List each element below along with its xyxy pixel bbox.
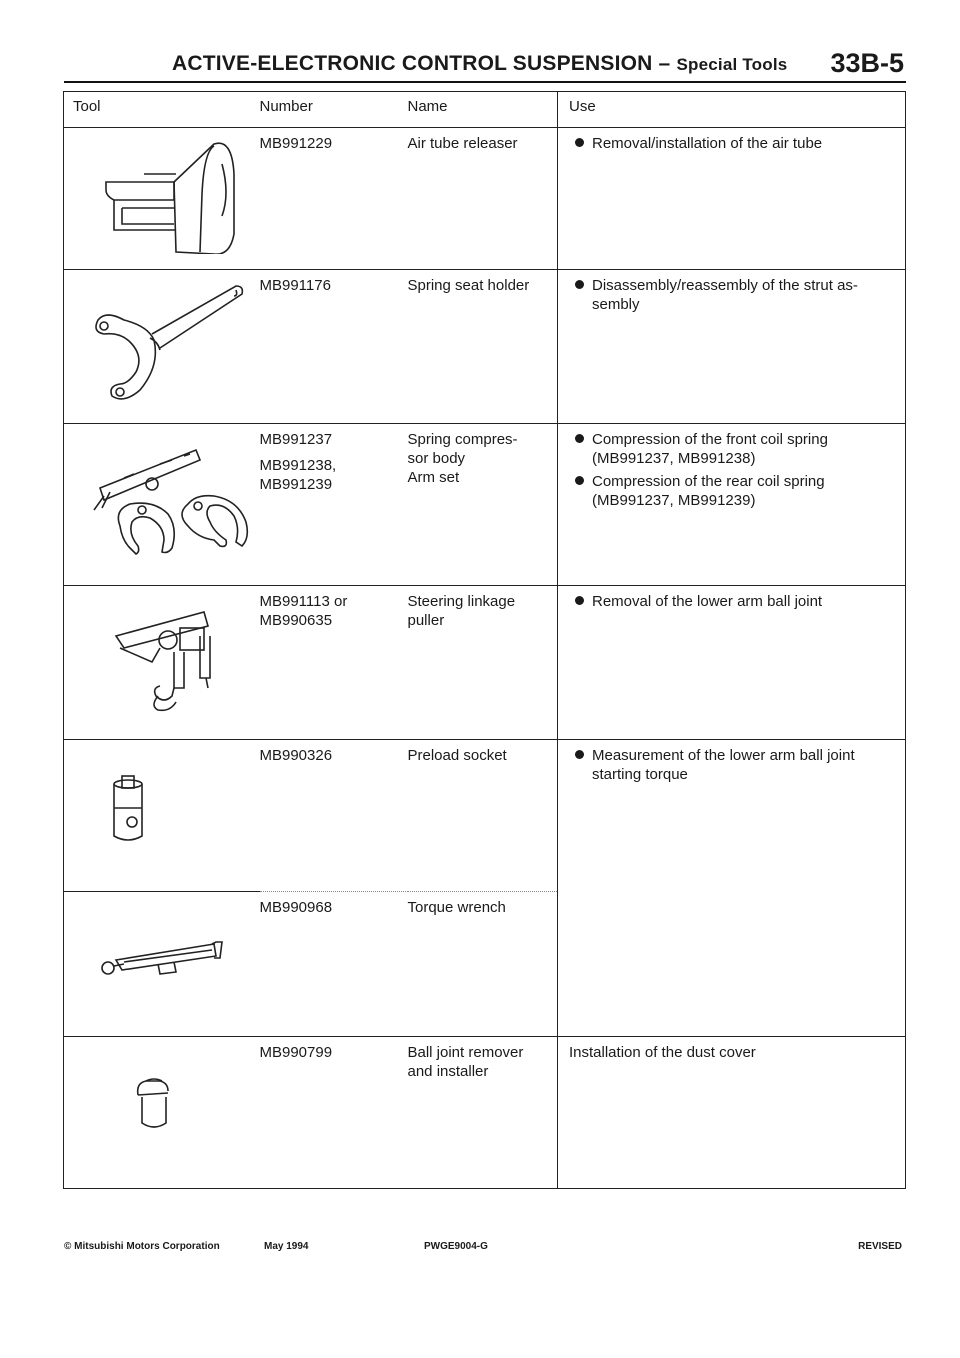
use-text: Removal of the lower arm ball joint: [592, 593, 823, 610]
tool-name-cell: [408, 128, 558, 270]
tool-name: Preload socket: [407, 747, 507, 764]
table-row: [64, 1037, 906, 1189]
preload-socket-icon: [64, 746, 260, 866]
use-text: Compression of the front coil spring (MB991237, MB991238): [592, 431, 828, 467]
page-number: 33B-5: [830, 48, 904, 78]
table-row: [64, 586, 906, 740]
tool-use-cell: [558, 1037, 906, 1189]
use-bullet-item: [569, 592, 905, 611]
tool-number-cell: [260, 128, 408, 270]
use-text: Installation of the dust cover: [569, 1044, 756, 1061]
air-tube-releaser-icon: [64, 134, 260, 254]
table-row: [64, 424, 906, 586]
tool-number: MB991176: [259, 277, 331, 294]
tool-number: MB991238, MB991239: [259, 457, 337, 493]
tool-image-cell: [64, 1037, 260, 1189]
tool-name-cell: [408, 1037, 558, 1189]
spring-compressor-icon: [64, 430, 260, 570]
tool-name: Torque wrench: [407, 899, 506, 916]
tool-use-cell: [558, 740, 906, 1037]
tool-name-cell: [408, 270, 558, 424]
section-title: ACTIVE-ELECTRONIC CONTROL SUSPENSION –: [172, 52, 677, 75]
tool-image-cell: [64, 424, 260, 586]
tool-name: Ball joint remover and installer: [407, 1044, 524, 1080]
tool-number-cell: [260, 424, 408, 586]
footer-copyright: © Mitsubishi Motors Corporation: [64, 1241, 220, 1252]
tool-image-cell: [64, 740, 260, 892]
tool-number-cell: [260, 1037, 408, 1189]
tool-use-cell: [558, 424, 906, 586]
tool-image-cell: [64, 892, 260, 1037]
page-header: [64, 48, 906, 80]
footer-code: PWGE9004-G: [424, 1241, 488, 1252]
use-bullet-item: [569, 746, 905, 784]
column-header-name: Name: [408, 92, 558, 128]
tool-name: Air tube releaser: [407, 135, 518, 152]
column-header-number: Number: [260, 92, 408, 128]
column-header-use: Use: [558, 92, 906, 128]
page-title: [172, 52, 787, 76]
special-tools-table: [63, 91, 906, 1189]
tool-number: MB991113 or MB990635: [259, 593, 348, 629]
tool-image-cell: [64, 128, 260, 270]
use-bullet-item: [569, 276, 905, 314]
use-bullet-item: [569, 134, 905, 153]
tool-name-cell: [408, 424, 558, 586]
use-bullet-item: [569, 430, 905, 468]
tool-number: MB991237: [259, 431, 333, 448]
use-text: Measurement of the lower arm ball joint starting torque: [592, 747, 855, 783]
footer-date: May 1994: [264, 1241, 309, 1252]
tool-image-cell: [64, 586, 260, 740]
tool-number-cell: [260, 586, 408, 740]
torque-wrench-icon: [64, 898, 260, 1008]
use-text: Disassembly/reassembly of the strut as- sembly: [592, 277, 858, 313]
steering-linkage-puller-icon: [64, 592, 260, 722]
header-rule: [64, 81, 906, 83]
ball-joint-remover-icon: [64, 1043, 260, 1153]
tool-image-cell: [64, 270, 260, 424]
footer-status: REVISED: [858, 1241, 902, 1252]
tool-name: Steering linkage puller: [407, 593, 516, 629]
table-row: [64, 128, 906, 270]
column-header-tool: Tool: [64, 92, 260, 128]
use-text: Compression of the rear coil spring (MB991237, MB991239): [592, 473, 825, 509]
tool-name: Arm set: [407, 469, 460, 486]
section-subtitle: Special Tools: [676, 55, 788, 74]
table-row: [64, 740, 906, 892]
tool-number: MB990799: [259, 1044, 333, 1061]
tool-number-cell: [260, 892, 408, 1037]
tool-use-cell: [558, 128, 906, 270]
tool-name: Spring seat holder: [407, 277, 530, 294]
tool-number-cell: [260, 270, 408, 424]
tool-number-cell: [260, 740, 408, 892]
table-header-row: [64, 92, 906, 128]
tool-number: MB990968: [259, 899, 333, 916]
use-bullet-item: [569, 472, 905, 510]
tool-number: MB990326: [259, 747, 333, 764]
use-text: Removal/installation of the air tube: [592, 135, 823, 152]
spring-seat-holder-icon: [64, 276, 260, 406]
tool-name-cell: [408, 892, 558, 1037]
tool-use-cell: [558, 270, 906, 424]
tool-use-cell: [558, 586, 906, 740]
tool-name: Spring compres- sor body: [407, 431, 518, 467]
table-row: [64, 270, 906, 424]
tool-name-cell: [408, 586, 558, 740]
tool-number: MB991229: [259, 135, 333, 152]
tool-name-cell: [408, 740, 558, 892]
